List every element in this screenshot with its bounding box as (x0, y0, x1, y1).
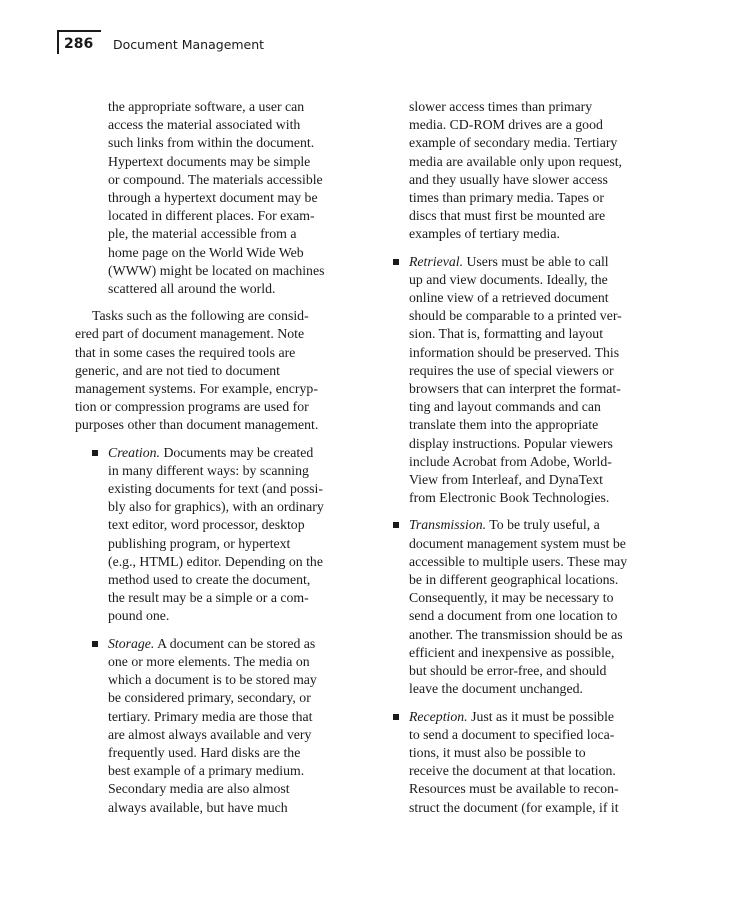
text-line: media are available only upon request, (409, 153, 623, 169)
bullet-square-icon (393, 522, 399, 528)
bullet-reception: Reception. Just as it must be possible to send a document to specified loca- tions, it must also be possible to receive the document at that location. Resources must be available to recon- struct the document (for example, if it (390, 708, 660, 817)
text-line: document management system must be (409, 535, 626, 551)
bullet-body (409, 726, 660, 817)
text-line: up and view documents. Ideally, the (409, 271, 608, 287)
text-line: times than primary media. Tapes or (409, 190, 604, 206)
text-line: method used to create the document, (108, 572, 311, 588)
intro-block (75, 98, 355, 298)
text-line: ered part of document management. Note (75, 326, 305, 342)
text-line: but should be error-free, and should (409, 663, 607, 679)
storage-continued (390, 98, 660, 244)
text-line: management systems. For example, encryp- (75, 381, 318, 397)
text-line: from Electronic Book Technologies. (409, 490, 610, 506)
text-line: or compound. The materials accessible (108, 171, 323, 187)
tasks-paragraph (75, 307, 355, 434)
text-line: the appropriate software, a user can (108, 99, 305, 114)
header-rule-horizontal (57, 30, 101, 32)
bullet-term: Retrieval. (409, 253, 464, 269)
bullet-body (409, 535, 660, 699)
text-line: accessible to multiple users. These may (409, 553, 628, 569)
text-line: the result may be a simple or a com- (108, 590, 309, 606)
text-line: which a document is to be stored may (108, 672, 317, 688)
text-line: tions, it must also be possible to (409, 744, 586, 760)
text-line: include Acrobat from Adobe, World- (409, 453, 612, 469)
text-line: home page on the World Wide Web (108, 244, 304, 260)
text-line: scattered all around the world. (108, 281, 276, 297)
text-line: such links from within the document. (108, 135, 315, 151)
text-line: purposes other than document management. (75, 417, 319, 433)
text-line: Hypertext documents may be simple (108, 153, 311, 169)
text-line: best example of a primary medium. (108, 763, 305, 779)
text-line: frequently used. Hard disks are the (108, 744, 301, 760)
text-line: examples of tertiary media. (409, 226, 560, 242)
bullet-creation: Creation. Documents may be created in many different ways: by scanning existing documents for text (and possi- bly also for graphics), with an ordinary text editor, word processor, desktop publishing program, or hypertext (e.g., HTML) editor. Depending on the method used to create the document, the result may be a simple or a com- pound one. (75, 444, 355, 626)
text-line: discs that must first be mounted are (409, 208, 606, 224)
text-line: ting and layout commands and can (409, 399, 601, 415)
left-column (75, 98, 355, 817)
text-line: View from Interleaf, and DynaText (409, 472, 603, 488)
text-line: in many different ways: by scanning (108, 462, 309, 478)
text-line: that in some cases the required tools are (75, 344, 296, 360)
bullet-term: Reception. (409, 708, 468, 724)
text-line: display instructions. Popular viewers (409, 435, 613, 451)
right-column (390, 98, 660, 817)
text-line: generic, and are not tied to document (75, 362, 280, 378)
text-line: translate them into the appropriate (409, 417, 599, 433)
text-line: text editor, word processor, desktop (108, 517, 305, 533)
bullet-square-icon (92, 450, 98, 456)
text-line: (e.g., HTML) editor. Depending on the (108, 553, 323, 569)
text-line: slower access times than primary (409, 99, 593, 114)
bullet-transmission: Transmission. To be truly useful, a document management system must be accessible to multiple users. These may be in different geographical locations. Consequently, it may be necessary to send a document from one location to another. The transmission should be as efficient and inexpensive as possible, but should be error-free, and should leave the document unchanged. (390, 516, 660, 698)
text-line: media. CD-ROM drives are a good (409, 117, 603, 133)
bullet-square-icon (92, 641, 98, 647)
text-line: browsers that can interpret the format- (409, 381, 621, 397)
text-line: and they usually have slower access (409, 171, 608, 187)
text-line: requires the use of special viewers or (409, 362, 614, 378)
bullet-storage: Storage. A document can be stored as one or more elements. The media on which a document is to be stored may be considered primary, secondary, or tertiary. Primary media are those that are almost always available and very frequently used. Hard disks are the best example of a primary medium. Secondary media are also almost always available, but have much (75, 635, 355, 817)
text-line: tion or compression programs are used for (75, 399, 309, 415)
bullet-square-icon (393, 714, 399, 720)
page-number: 286 (64, 36, 94, 52)
text-line: access the material associated with (108, 117, 301, 133)
text-line: pound one. (108, 608, 170, 624)
text-line: should be comparable to a printed ver- (409, 308, 622, 324)
bullet-body (108, 653, 355, 817)
text-line: efficient and inexpensive as possible, (409, 644, 615, 660)
text-line: receive the document at that location. (409, 763, 616, 779)
bullet-term: Transmission. (409, 517, 487, 533)
text-line: existing documents for text (and possi- (108, 481, 323, 497)
text-line: Consequently, it may be necessary to (409, 590, 614, 606)
text-line: online view of a retrieved document (409, 290, 609, 306)
text-line: struct the document (for example, if it (409, 799, 619, 815)
text-line: to send a document to specified loca- (409, 726, 615, 742)
text-line: Secondary media are also almost (108, 781, 290, 797)
text-line: (WWW) might be located on machines (108, 262, 325, 278)
text-line: send a document from one location to (409, 608, 618, 624)
text-line: located in different places. For exam- (108, 208, 315, 224)
text-line: publishing program, or hypertext (108, 535, 291, 551)
header-rule-vertical (57, 30, 59, 54)
text-line: tertiary. Primary media are those that (108, 708, 313, 724)
bullet-square-icon (393, 259, 399, 265)
bullet-retrieval: Retrieval. Users must be able to call up and view documents. Ideally, the online view of a retrieved document should be comparable to a printed ver- sion. That is, formatting and layout information should be preserved. This requires the use of special viewers or browsers that can interpret the format- ting and layout commands and can translate them into the appropriate display instructions. Popular viewers include Acrobat from Adobe, World- View from Interleaf, and DynaText from Electronic Book Technologies. (390, 253, 660, 508)
text-line: always available, but have much (108, 799, 288, 815)
bullet-body (409, 271, 660, 508)
text-line: ple, the material accessible from a (108, 226, 297, 242)
text-line: one or more elements. The media on (108, 653, 310, 669)
text-line: be considered primary, secondary, or (108, 690, 311, 706)
text-line: Tasks such as the following are consid- (92, 308, 309, 324)
bullet-body (108, 462, 355, 626)
bullet-term: Creation. (108, 444, 160, 460)
text-line: another. The transmission should be as (409, 626, 623, 642)
bullet-term: Storage. (108, 635, 155, 651)
text-line: bly also for graphics), with an ordinary (108, 499, 324, 515)
text-line: sion. That is, formatting and layout (409, 326, 604, 342)
text-line: through a hypertext document may be (108, 190, 318, 206)
text-line: are almost always available and very (108, 726, 312, 742)
text-line: information should be preserved. This (409, 344, 620, 360)
running-head: Document Management (113, 37, 265, 52)
text-line: example of secondary media. Tertiary (409, 135, 618, 151)
text-line: be in different geographical locations. (409, 572, 619, 588)
text-line: Resources must be available to recon- (409, 781, 619, 797)
text-line: leave the document unchanged. (409, 681, 583, 697)
